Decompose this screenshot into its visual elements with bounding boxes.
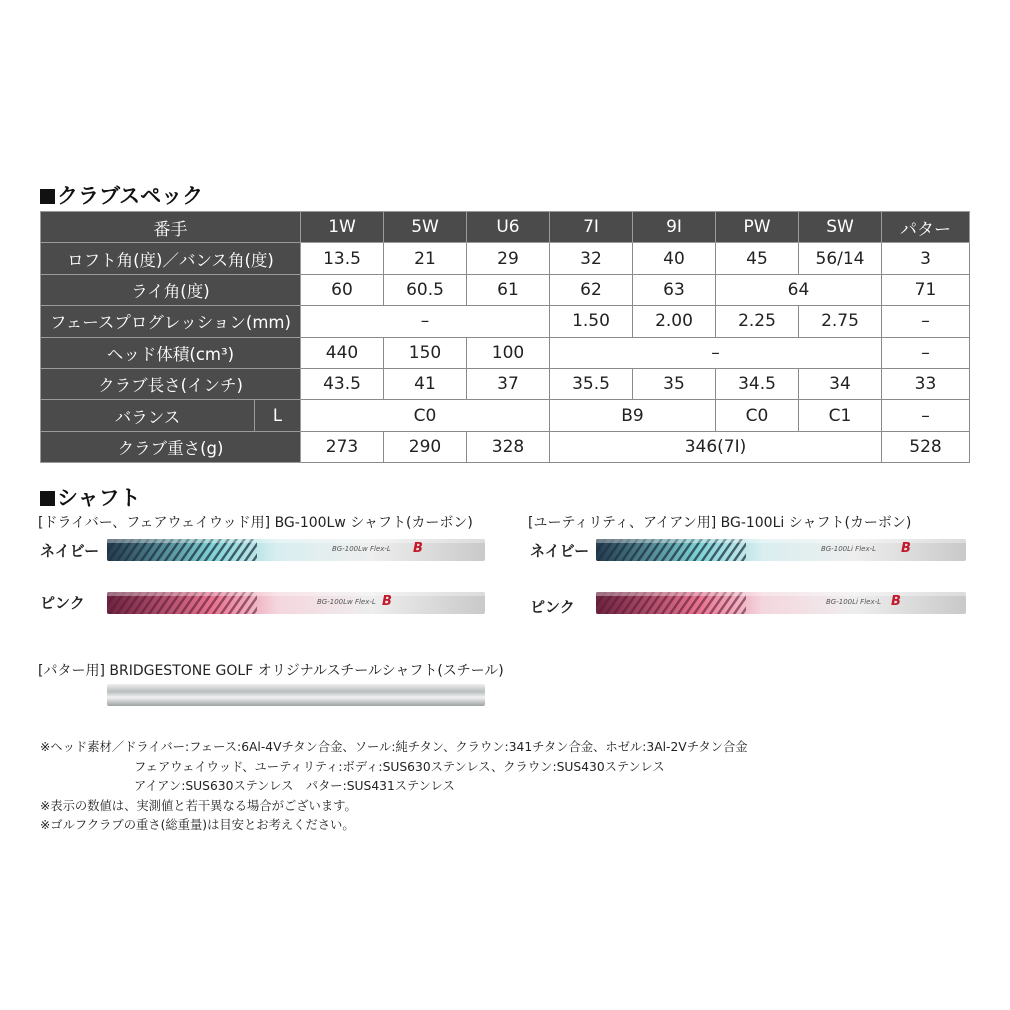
row-label: ライ角(度) [41, 274, 301, 305]
table-row-loft [41, 243, 970, 274]
header-cell: パター [882, 212, 970, 243]
table-cell: 35.5 [550, 368, 633, 399]
table-cell: 150 [384, 337, 467, 368]
table-cell: 35 [633, 368, 716, 399]
header-cell: 1W [301, 212, 384, 243]
driver-navy-shaft-image [107, 539, 485, 561]
table-cell: C0 [716, 400, 799, 431]
header-cell: PW [716, 212, 799, 243]
row-label: クラブ重さ(g) [41, 431, 301, 462]
table-cell: 64 [716, 274, 882, 305]
table-cell: 290 [384, 431, 467, 462]
shaft-print: BG-100Lw Flex-L [317, 598, 376, 606]
shaft-print: BG-100Li Flex-L [821, 545, 877, 553]
table-cell: 34 [799, 368, 882, 399]
table-cell: 21 [384, 243, 467, 274]
table-cell: 528 [882, 431, 970, 462]
table-cell: 440 [301, 337, 384, 368]
pink-label: ピンク [40, 594, 85, 612]
table-cell: 100 [467, 337, 550, 368]
square-bullet-icon [40, 491, 55, 506]
table-cell: 33 [882, 368, 970, 399]
table-cell: 13.5 [301, 243, 384, 274]
row-label: バランス [41, 400, 255, 431]
bridgestone-logo-icon: B [413, 541, 423, 556]
table-row-face-progression [41, 306, 970, 337]
navy-label: ネイビー [40, 542, 100, 560]
table-cell: 61 [467, 274, 550, 305]
table-cell: 1.50 [550, 306, 633, 337]
table-header-row [41, 212, 970, 243]
table-cell: 37 [467, 368, 550, 399]
table-cell: 34.5 [716, 368, 799, 399]
note-line: ※ヘッド素材／ドライバー:フェース:6Al-4Vチタン合金、ソール:純チタン、クラウン:341チタン合金、ホゼル:3Al-2Vチタン合金 [40, 740, 748, 754]
table-cell: 60.5 [384, 274, 467, 305]
table-cell: C0 [301, 400, 550, 431]
table-cell: 41 [384, 368, 467, 399]
row-label: クラブ長さ(インチ) [41, 368, 301, 399]
iron-shaft-label: [ユーティリティ、アイアン用] BG-100Li シャフト(カーボン) [528, 515, 912, 531]
table-cell: 346(7I) [550, 431, 882, 462]
table-cell: B9 [550, 400, 716, 431]
header-cell: 番手 [41, 212, 301, 243]
note-line: ※表示の数値は、実測値と若干異なる場合がございます。 [40, 798, 357, 813]
table-cell: – [301, 306, 550, 337]
table-row-length [41, 368, 970, 399]
table-cell: 62 [550, 274, 633, 305]
row-label: ヘッド体積(cm³) [41, 337, 301, 368]
table-cell: C1 [799, 400, 882, 431]
table-cell: – [550, 337, 882, 368]
shaft-section-title [40, 482, 141, 512]
table-cell: 328 [467, 431, 550, 462]
putter-shaft-label: [パター用] BRIDGESTONE GOLF オリジナルスチールシャフト(スチール) [38, 663, 504, 679]
table-cell: 29 [467, 243, 550, 274]
row-sublabel: L [255, 400, 301, 431]
header-cell: SW [799, 212, 882, 243]
note-line: ※ゴルフクラブの重さ(総重量)は目安とお考えください。 [40, 818, 355, 833]
driver-shaft-label: [ドライバー、フェアウェイウッド用] BG-100Lw シャフト(カーボン) [38, 515, 473, 531]
table-cell: 2.75 [799, 306, 882, 337]
pink-label: ピンク [530, 598, 575, 616]
table-cell: 40 [633, 243, 716, 274]
putter-steel-shaft-image [107, 684, 485, 706]
spec-title-text: クラブスペック [57, 184, 204, 208]
shaft-print: BG-100Lw Flex-L [332, 545, 391, 553]
table-row-head-volume [41, 337, 970, 368]
iron-pink-shaft-image [596, 592, 966, 614]
header-cell: 9I [633, 212, 716, 243]
table-cell: 63 [633, 274, 716, 305]
note-line: アイアン:SUS630ステンレス パター:SUS431ステンレス [134, 779, 455, 794]
bridgestone-logo-icon: B [382, 594, 392, 609]
row-label: ロフト角(度)／バンス角(度) [41, 243, 301, 274]
square-bullet-icon [40, 189, 55, 204]
spec-section-title [40, 180, 203, 210]
navy-label: ネイビー [530, 542, 590, 560]
table-row-balance [41, 400, 970, 431]
table-cell: 3 [882, 243, 970, 274]
table-cell: 71 [882, 274, 970, 305]
table-cell: 2.00 [633, 306, 716, 337]
table-cell: – [882, 306, 970, 337]
iron-navy-shaft-image [596, 539, 966, 561]
shaft-title-text: シャフト [57, 486, 141, 510]
note-line: フェアウェイウッド、ユーティリティ:ボディ:SUS630ステンレス、クラウン:SUS430ステンレス [134, 759, 665, 774]
header-cell: 5W [384, 212, 467, 243]
table-row-weight [41, 431, 970, 462]
header-cell: U6 [467, 212, 550, 243]
bridgestone-logo-icon: B [901, 541, 911, 556]
table-row-lie [41, 274, 970, 305]
driver-pink-shaft-image [107, 592, 485, 614]
material-notes [40, 738, 748, 836]
table-cell: – [882, 400, 970, 431]
table-cell: 32 [550, 243, 633, 274]
header-cell: 7I [550, 212, 633, 243]
row-label: フェースプログレッション(mm) [41, 306, 301, 337]
table-cell: 43.5 [301, 368, 384, 399]
table-cell: 273 [301, 431, 384, 462]
bridgestone-logo-icon: B [891, 594, 901, 609]
table-cell: 2.25 [716, 306, 799, 337]
table-cell: 56/14 [799, 243, 882, 274]
spec-table [40, 211, 970, 463]
table-cell: 60 [301, 274, 384, 305]
table-cell: 45 [716, 243, 799, 274]
shaft-print: BG-100Li Flex-L [826, 598, 882, 606]
table-cell: – [882, 337, 970, 368]
